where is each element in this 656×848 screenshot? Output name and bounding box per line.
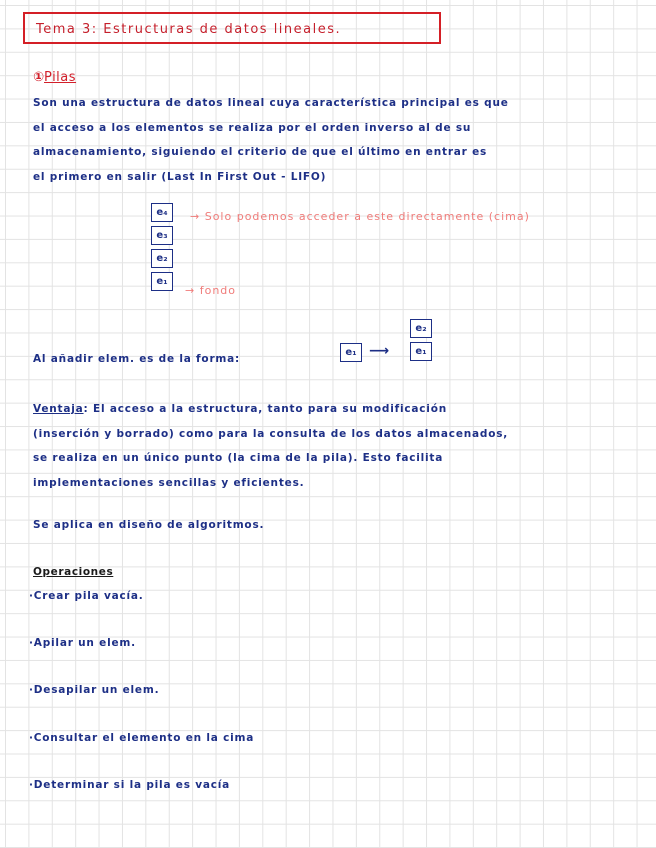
section-heading bbox=[33, 70, 76, 85]
applies-line: Se aplica en diseño de algoritmos. bbox=[33, 519, 265, 531]
stack-cell: e₂ bbox=[151, 249, 173, 268]
advantage-line: (inserción y borrado) como para la consulta de los datos almacenados, bbox=[33, 427, 509, 440]
intro-line: el acceso a los elementos se realiza por el orden inverso al de su bbox=[33, 121, 472, 134]
advantage-line: se realiza en un único punto (la cima de la pila). Esto facilita bbox=[33, 452, 444, 464]
advantage-line: implementaciones sencillas y eficientes. bbox=[33, 476, 305, 489]
bottom-annotation: → fondo bbox=[185, 284, 236, 297]
advantage-line: Ventaja: El acceso a la estructura, tanto para su modificación bbox=[33, 403, 447, 415]
section-label: Pilas bbox=[44, 70, 77, 85]
operation-item: ·Desapilar un elem. bbox=[29, 684, 160, 696]
stack-cell: e₁ bbox=[151, 272, 173, 291]
advantage-paragraph bbox=[33, 397, 613, 495]
push-result-stack bbox=[410, 319, 432, 361]
result-cell: e₂ bbox=[410, 319, 432, 338]
operation-item: ·Crear pila vacía. bbox=[29, 590, 144, 602]
operation-item: ·Consultar el elemento en la cima bbox=[29, 732, 255, 744]
operation-item: ·Determinar si la pila es vacía bbox=[29, 779, 231, 791]
stack-diagram bbox=[151, 203, 173, 291]
advantage-lead: Ventaja bbox=[33, 403, 84, 415]
intro-line: Son una estructura de datos lineal cuya característica principal es que bbox=[33, 97, 509, 109]
section-number: ① bbox=[33, 70, 45, 85]
page-title: Tema 3: Estructuras de datos lineales. bbox=[36, 22, 342, 37]
operations-heading: Operaciones bbox=[33, 566, 114, 578]
intro-paragraph bbox=[33, 91, 613, 189]
push-arrow-icon: ⟶ bbox=[369, 343, 390, 359]
top-annotation: → Solo podemos acceder a este directamente (cima) bbox=[190, 210, 530, 223]
stack-cell: e₃ bbox=[151, 226, 173, 245]
incoming-element: e₁ bbox=[340, 343, 362, 362]
intro-line: almacenamiento, siguiendo el criterio de que el último en entrar es bbox=[33, 146, 488, 158]
operation-item: ·Apilar un elem. bbox=[29, 637, 136, 649]
result-cell: e₁ bbox=[410, 342, 432, 361]
push-label: Al añadir elem. es de la forma: bbox=[33, 353, 241, 365]
stack-cell: e₄ bbox=[151, 203, 173, 222]
intro-line: el primero en salir (Last In First Out - LIFO) bbox=[33, 170, 327, 183]
